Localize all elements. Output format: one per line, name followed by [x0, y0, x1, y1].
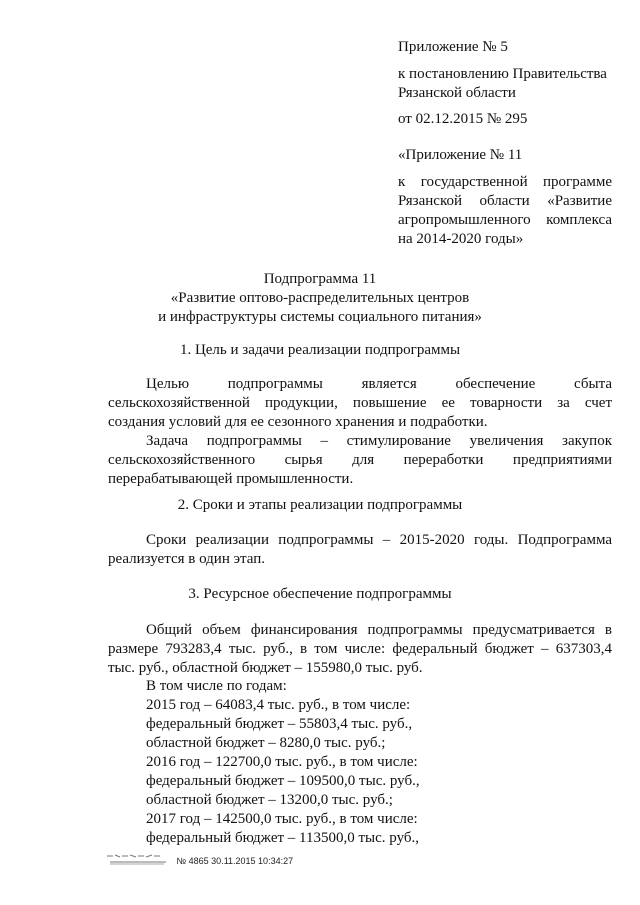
section-3-heading: 3. Ресурсное обеспечение подпрограммы: [188, 586, 452, 602]
annex-5-resolution: к постановлению Правительства: [398, 66, 607, 82]
list-item: областной бюджет – 8280,0 тыс. руб.;: [146, 735, 386, 751]
annex-5-block: [398, 38, 612, 129]
subprogram-number: Подпрограмма 11: [263, 271, 377, 287]
text-line: сельскохозяйственного сырья для переработки предприятиями: [108, 452, 612, 468]
registration-number: № 4865 30.11.2015 10:34:27: [176, 856, 294, 866]
annex-5-region: Рязанской области: [398, 85, 516, 101]
registry-stamp-icon: [106, 852, 168, 870]
by-years-label: В том числе по годам:: [146, 678, 287, 694]
annex-11-title: «Приложение № 11: [398, 147, 523, 163]
section-2-heading: 2. Сроки и этапы реализации подпрограммы: [177, 497, 463, 513]
list-item: федеральный бюджет – 55803,4 тыс. руб.,: [146, 716, 413, 732]
text-line: Общий объем финансирования подпрограммы предусматривается в: [146, 622, 612, 638]
subprogram-name-line1: «Развитие оптово-распределительных центров: [170, 290, 470, 306]
subprogram-title: [0, 270, 640, 327]
section-1-paragraph-1: [108, 375, 612, 432]
text-line: перерабатывающей промышленности.: [108, 471, 354, 487]
section-3-paragraph: [108, 621, 612, 678]
section-1-heading: 1. Цель и задачи реализации подпрограммы: [179, 342, 461, 358]
list-item: федеральный бюджет – 113500,0 тыс. руб.,: [146, 830, 420, 846]
section-1-paragraph-2: [108, 432, 612, 489]
registration-footer: [106, 852, 293, 870]
list-item: 2017 год – 142500,0 тыс. руб., в том числе:: [146, 811, 418, 827]
list-item: 2016 год – 122700,0 тыс. руб., в том числе:: [146, 754, 418, 770]
text-line: размере 793283,4 тыс. руб., в том числе: федеральный бюджет – 637303,4: [108, 641, 612, 657]
list-item: 2015 год – 64083,4 тыс. руб., в том числе:: [146, 697, 411, 713]
section-2-paragraph: [108, 531, 612, 569]
list-item: областной бюджет – 13200,0 тыс. руб.;: [146, 792, 393, 808]
annex-11-years: на 2014-2020 годы»: [398, 231, 524, 247]
text-line: тыс. руб., областной бюджет – 155980,0 тыс. руб.: [108, 660, 423, 676]
list-item: федеральный бюджет – 109500,0 тыс. руб.,: [146, 773, 420, 789]
annex-11-program: к государственной программе: [398, 174, 612, 190]
text-line: Целью подпрограммы является обеспечение сбыта: [146, 376, 612, 392]
text-line: Задача подпрограммы – стимулирование увеличения закупок: [146, 433, 612, 449]
annex-11-complex: агропромышленного комплекса: [398, 212, 612, 228]
text-line: Сроки реализации подпрограммы – 2015-2020 годы. Подпрограмма: [146, 532, 612, 548]
subprogram-name-line2: и инфраструктуры системы социального питания»: [158, 309, 482, 325]
annex-5-title: Приложение № 5: [398, 39, 508, 55]
annex-5-date: от 02.12.2015 № 295: [398, 111, 528, 127]
text-line: создания условий для ее сезонного хранения и подработки.: [108, 414, 488, 430]
annex-11-region: Рязанской области «Развитие: [398, 193, 612, 209]
text-line: сельскохозяйственной продукции, повышение ее товарности за счет: [108, 395, 612, 411]
text-line: реализуется в один этап.: [108, 551, 266, 567]
funding-by-years-list: [146, 677, 420, 848]
annex-11-block: [398, 146, 612, 249]
